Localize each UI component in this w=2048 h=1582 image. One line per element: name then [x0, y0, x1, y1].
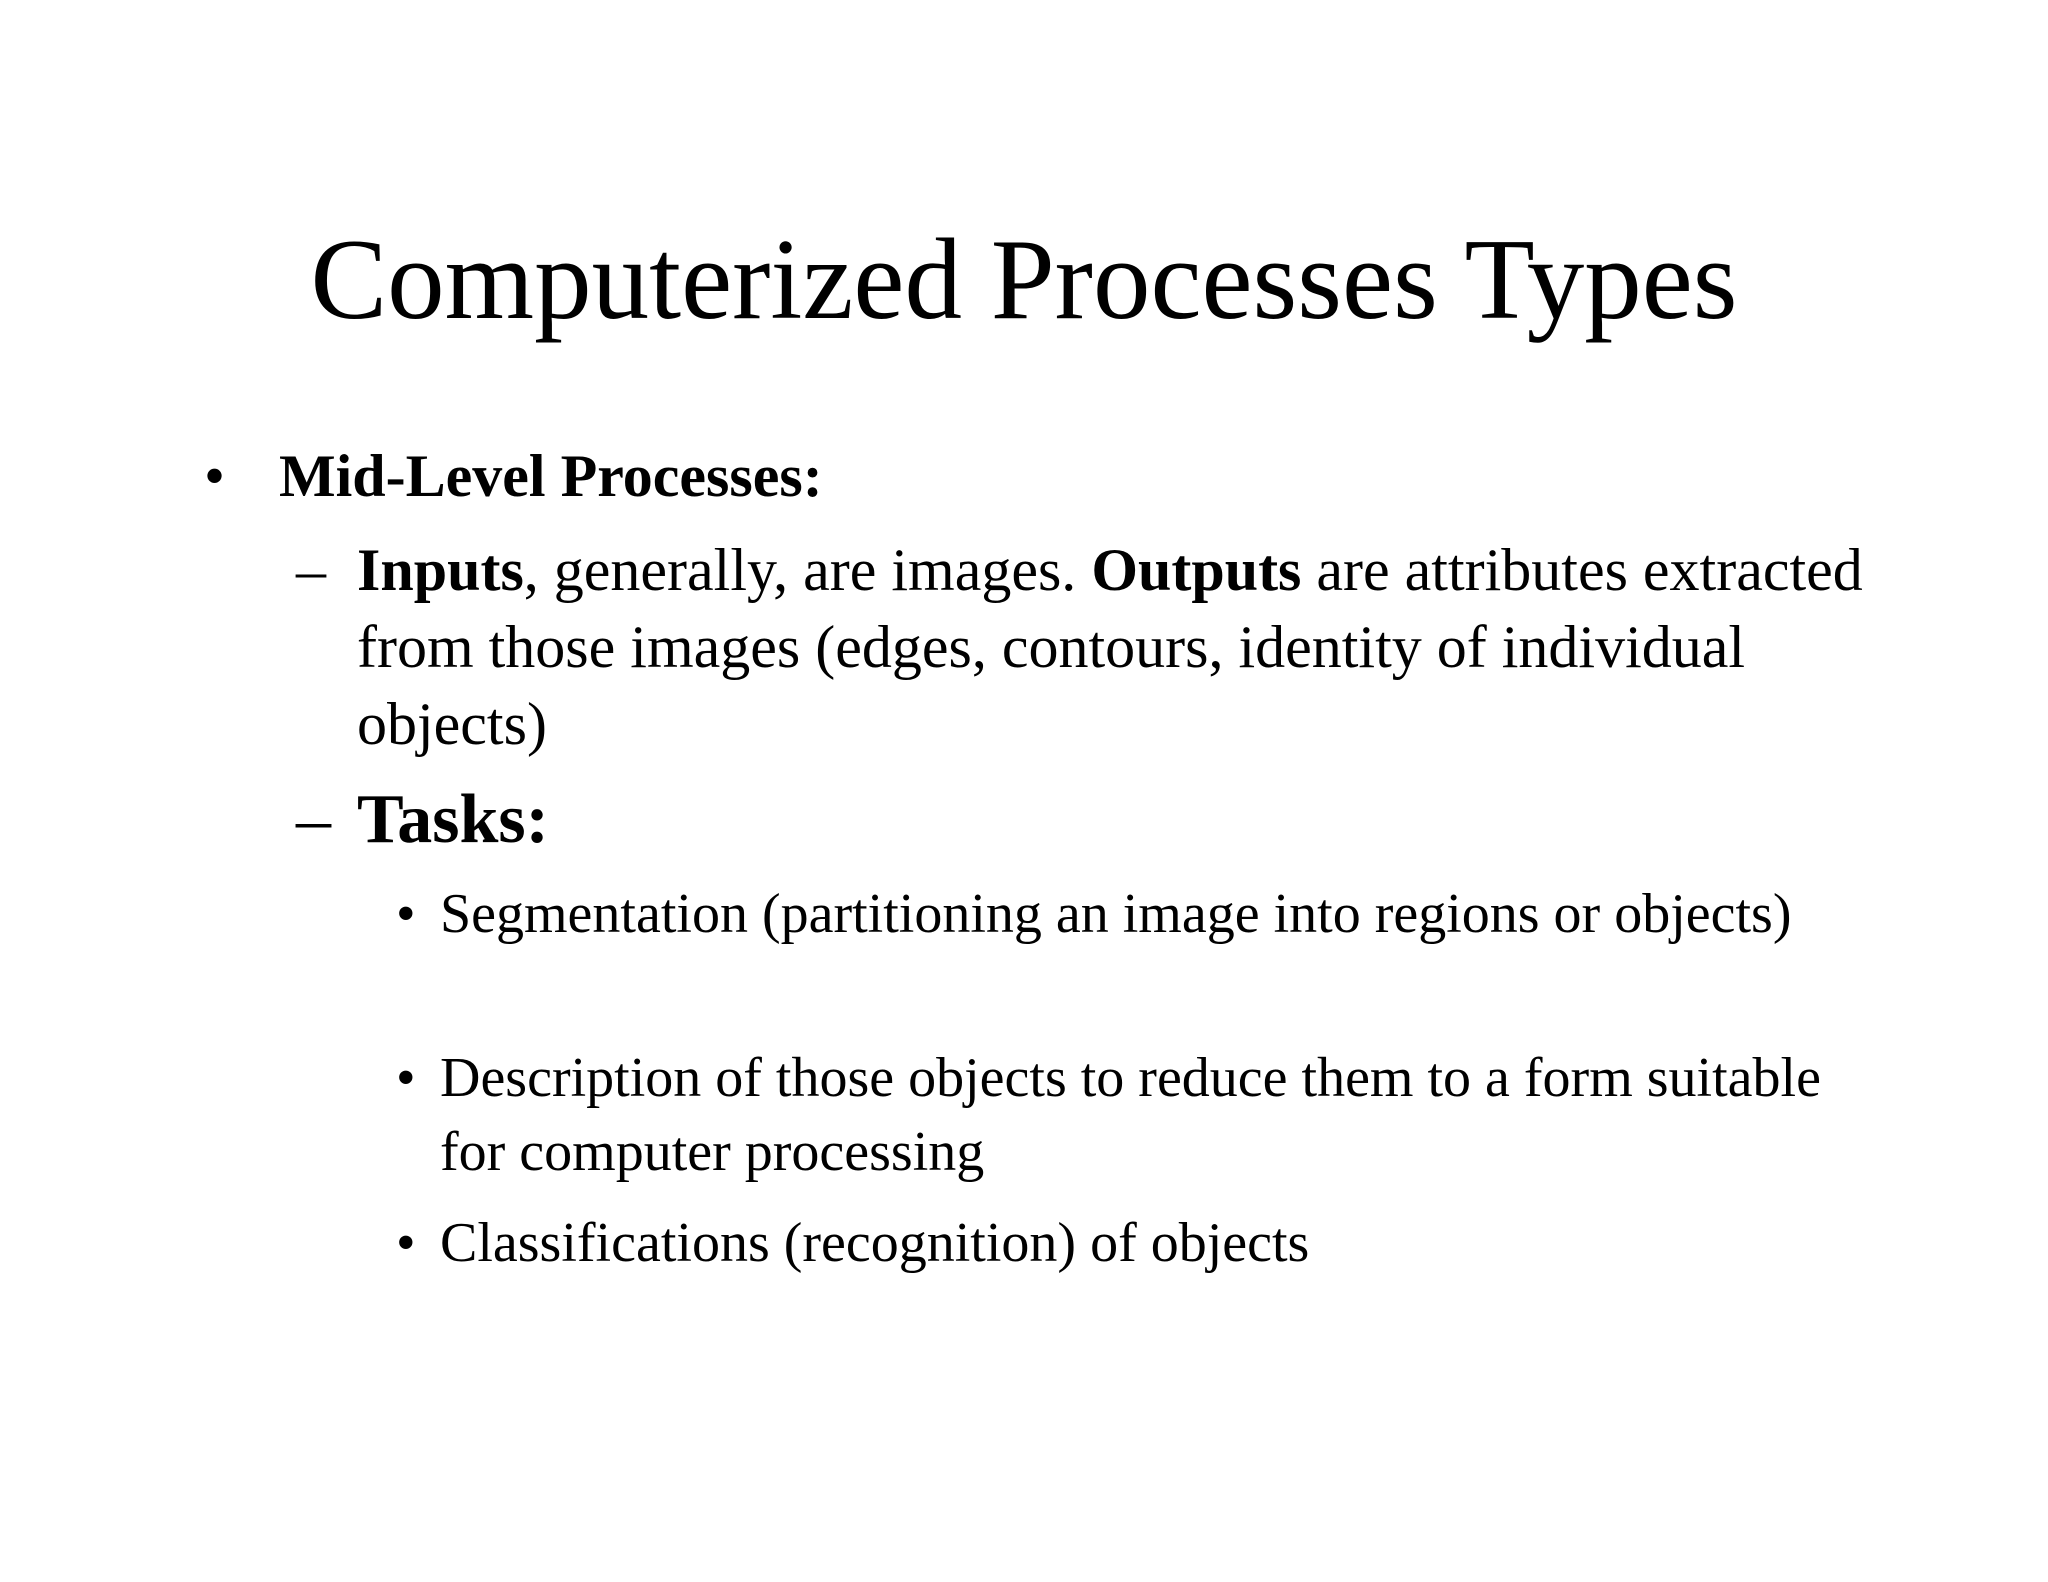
- dash-marker: –: [296, 537, 326, 603]
- dash-marker: –: [296, 781, 331, 858]
- outputs-text: are attributes extracted from those images (edges, contours, identity of individual objects): [357, 537, 1863, 757]
- bullet-marker: •: [396, 1047, 416, 1109]
- inputs-outputs-item: [357, 532, 1897, 763]
- task-text: Description of those objects to reduce them to a form suitable for computer processing: [440, 1047, 1821, 1183]
- outputs-label: Outputs: [1091, 537, 1302, 603]
- task-text: Classifications (recognition) of objects: [440, 1212, 1310, 1274]
- inputs-label: Inputs: [357, 537, 524, 603]
- bullet-marker: •: [204, 443, 226, 509]
- inputs-text: , generally, are images.: [523, 537, 1092, 603]
- bullet-marker: •: [396, 1212, 416, 1274]
- tasks-label: Tasks:: [357, 781, 549, 858]
- slide-title: Computerized Processes Types: [310, 216, 1738, 343]
- task-text: Segmentation (partitioning an image into regions or objects): [440, 883, 1792, 945]
- bullet-marker: •: [396, 883, 416, 945]
- level1-label: Mid-Level Processes:: [279, 443, 823, 509]
